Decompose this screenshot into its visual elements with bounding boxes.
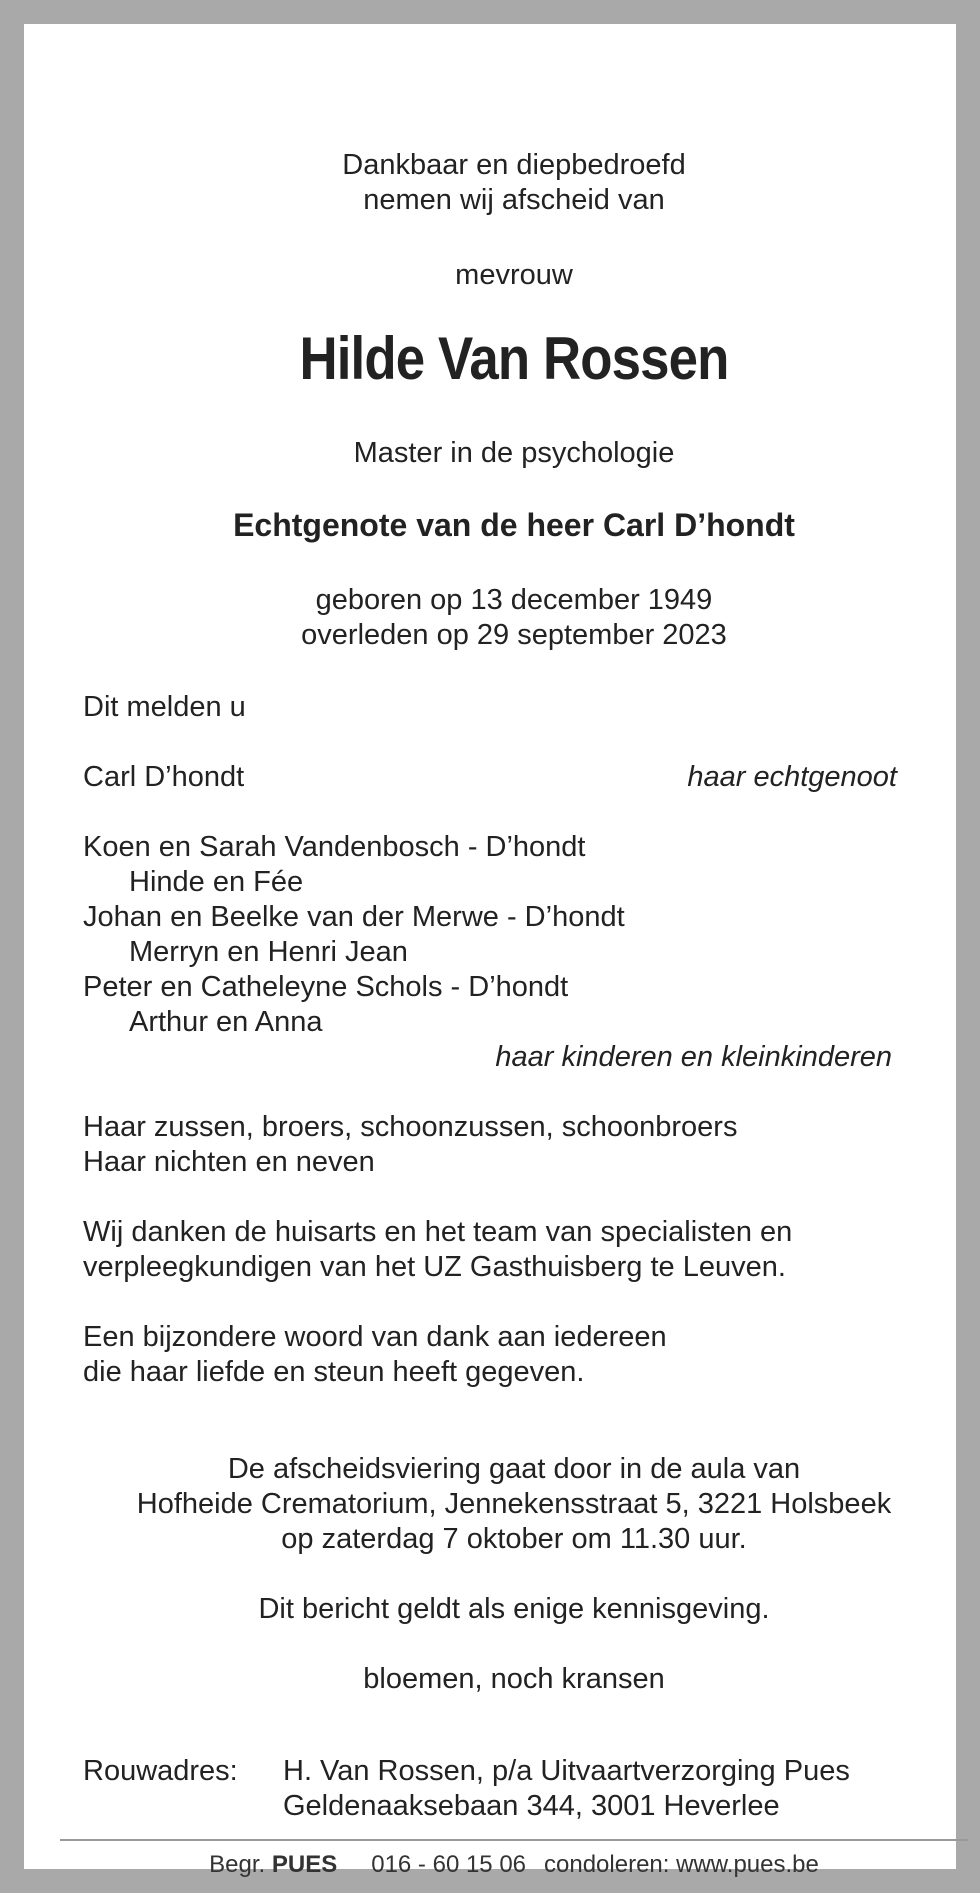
- notice-text: Dit bericht geldt als enige kennisgeving.: [258, 1593, 770, 1625]
- announced-by: Dit melden u: [83, 691, 246, 723]
- family-line-2: Haar nichten en neven: [83, 1146, 375, 1178]
- footer-condolences: condoleren: www.pues.be: [544, 1851, 819, 1878]
- deceased-name: Hilde Van Rossen: [299, 325, 729, 392]
- mourning-address-label: Rouwadres:: [83, 1755, 238, 1787]
- occupation: Master in de psychologie: [353, 437, 675, 469]
- spouse-name: Carl D’hondt: [83, 761, 245, 793]
- footer-divider: [60, 1839, 968, 1841]
- flowers-text: bloemen, noch kransen: [363, 1663, 665, 1695]
- footer: [48, 1850, 980, 1880]
- spouse-line: Echtgenote van de heer Carl D’hondt: [233, 507, 795, 543]
- ceremony-line-2: Hofheide Crematorium, Jennekensstraat 5, 3221 Holsbeek: [136, 1488, 892, 1520]
- ceremony-line-1: De afscheidsviering gaat door in de aula van: [227, 1453, 801, 1485]
- notice-content: [48, 48, 932, 1878]
- grandchildren-2: Merryn en Henri Jean: [129, 936, 408, 968]
- thanks-line-1: Wij danken de huisarts en het team van specialisten en: [83, 1216, 793, 1248]
- mourning-address-line-2: Geldenaaksebaan 344, 3001 Heverlee: [283, 1790, 780, 1822]
- children-relation: haar kinderen en kleinkinderen: [495, 1041, 892, 1073]
- thanks-line-2: verpleegkundigen van het UZ Gasthuisberg te Leuven.: [83, 1251, 786, 1283]
- mourning-address-line-1: H. Van Rossen, p/a Uitvaartverzorging Pues: [283, 1755, 850, 1787]
- footer-company: PUES: [271, 1851, 338, 1878]
- title-prefix: mevrouw: [455, 259, 573, 291]
- child-couple-3: Peter en Catheleyne Schols - D’hondt: [83, 971, 569, 1003]
- child-couple-2: Johan en Beelke van der Merwe - D’hondt: [83, 901, 625, 933]
- intro-line-1: Dankbaar en diepbedroefd: [342, 149, 686, 181]
- footer-begr-label: Begr.: [209, 1851, 266, 1878]
- died-date: overleden op 29 september 2023: [301, 619, 727, 651]
- ceremony-line-3: op zaterdag 7 oktober om 11.30 uur.: [281, 1523, 747, 1555]
- thanks-all-line-1: Een bijzondere woord van dank aan iedereen: [83, 1321, 667, 1353]
- footer-phone: 016 - 60 15 06: [371, 1851, 527, 1878]
- thanks-all-line-2: die haar liefde en steun heeft gegeven.: [83, 1356, 585, 1388]
- born-date: geboren op 13 december 1949: [315, 584, 713, 616]
- intro-line-2: nemen wij afscheid van: [363, 184, 665, 216]
- grandchildren-3: Arthur en Anna: [129, 1006, 323, 1038]
- child-couple-1: Koen en Sarah Vandenbosch - D’hondt: [83, 831, 586, 863]
- family-line-1: Haar zussen, broers, schoonzussen, schoonbroers: [83, 1111, 738, 1143]
- grandchildren-1: Hinde en Fée: [129, 866, 304, 898]
- spouse-relation: haar echtgenoot: [687, 761, 897, 793]
